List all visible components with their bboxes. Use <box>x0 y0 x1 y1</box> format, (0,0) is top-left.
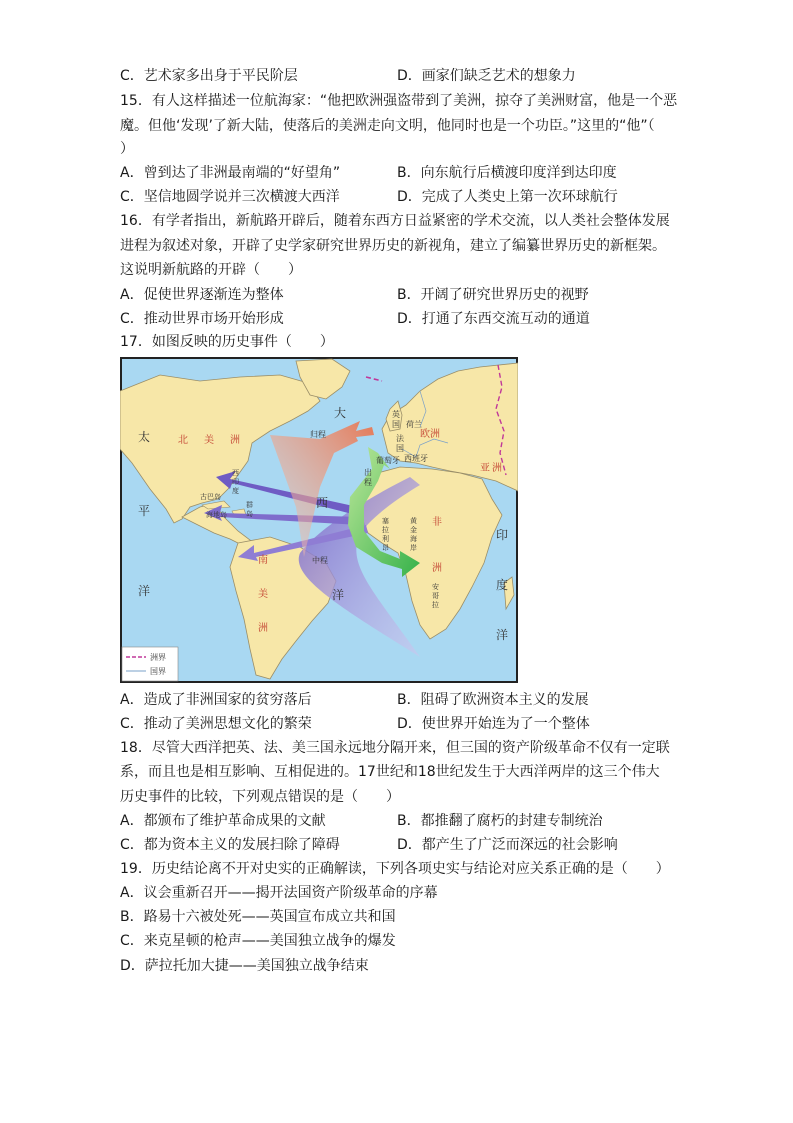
q15-option-c: C．坚信地圆学说并三次横渡大西洋 <box>120 189 340 205</box>
legend-country-border: 国界 <box>150 667 166 676</box>
q16-option-a: A．促使世界逐渐连为整体 <box>120 287 284 303</box>
west-indies-label-1: 西 <box>232 469 239 477</box>
south-america-label-2: 美 <box>258 589 268 600</box>
sierra-leone-label-4: 昂 <box>382 544 389 552</box>
islands-label-1: 群 <box>246 501 253 509</box>
q15-option-d: D．完成了人类史上第一次环球航行 <box>397 189 618 205</box>
west-indies-label-2: 印 <box>232 478 239 486</box>
q15-option-a: A．曾到达了非洲最南端的“好望角” <box>120 165 341 181</box>
q16-option-c: C．推动世界市场开始形成 <box>120 311 284 327</box>
south-america-label-3: 洲 <box>258 623 268 634</box>
islands-label-2: 岛 <box>246 510 253 518</box>
q17-option-c: C．推动了美洲思想文化的繁荣 <box>120 716 312 732</box>
indian-label-2: 度 <box>496 578 509 592</box>
outbound-route-label-1: 出 <box>364 468 372 477</box>
sierra-leone-label-2: 拉 <box>382 526 389 534</box>
q19-option-c: C．来克星顿的枪声——美国独立战争的爆发 <box>120 933 396 949</box>
q15-stem-line-1: 15．有人这样描述一位航海家：“他把欧洲强盗带到了美洲，掠夺了美洲财富，他是一个恶 <box>120 93 678 109</box>
q18-stem-line-2: 系，而且也是相互影响、互相促进的。17世纪和18世纪发生于大西洋两岸的这三个伟大 <box>120 764 660 780</box>
pacific-label-1: 太 <box>138 430 151 444</box>
haiti-label: 海地岛 <box>206 511 227 519</box>
q18-option-d: D．都产生了广泛而深远的社会影响 <box>397 837 618 853</box>
spain-label: 西班牙 <box>404 454 428 463</box>
europe-label: 欧洲 <box>420 429 440 440</box>
west-indies-label-3: 度 <box>232 487 239 495</box>
france-label-2: 国 <box>396 444 404 453</box>
france-label-1: 法 <box>396 434 404 443</box>
north-america-label-2: 美 <box>204 435 214 446</box>
asia-label-2: 洲 <box>492 463 502 474</box>
return-route-label: 归程 <box>310 430 326 439</box>
gold-coast-label-1: 黄 <box>410 517 417 525</box>
sierra-leone-label-1: 塞 <box>382 517 389 525</box>
angola-label-1: 安 <box>432 583 439 591</box>
q16-option-d: D．打通了东西交流互动的通道 <box>397 311 590 327</box>
q17-option-b: B．阻碍了欧洲资本主义的发展 <box>397 692 589 708</box>
q18-option-a: A．都颁布了维护革命成果的文献 <box>120 813 326 829</box>
middle-route-label: 中程 <box>312 556 328 565</box>
sierra-leone-label-3: 利 <box>382 535 389 543</box>
q14-option-c: C．艺术家多出身于平民阶层 <box>120 68 298 84</box>
indian-label-3: 洋 <box>496 628 509 642</box>
africa-label-2: 洲 <box>432 563 442 574</box>
atlantic-label-1: 大 <box>334 406 347 420</box>
q15-stem-line-2: 魔。但他‘发现’了新大陆，使落后的美洲走向文明，他同时也是一个功臣。”这里的“他”（ <box>120 118 655 134</box>
q18-option-b: B．都推翻了腐朽的封建专制统治 <box>397 813 603 829</box>
q18-stem-line-1: 18．尽管大西洋把英、法、美三国永远地分隔开来，但三国的资产阶级革命不仅有一定联 <box>120 740 670 756</box>
africa-label-1: 非 <box>432 517 442 528</box>
angola-label-2: 哥 <box>432 592 439 600</box>
atlantic-label-2: 西 <box>316 496 329 510</box>
q19-stem: 19．历史结论离不开对史实的正确解读，下列各项史实与结论对应关系正确的是（ ） <box>120 861 670 877</box>
atlantic-label-3: 洋 <box>332 588 345 602</box>
britain-label-2: 国 <box>392 420 400 429</box>
q16-stem-line-2: 进程为叙述对象，开辟了史学家研究世界历史的新视角，建立了编纂世界历史的新框架。 <box>120 238 666 254</box>
cuba-label: 古巴岛 <box>200 493 221 501</box>
north-america-label-1: 北 <box>178 435 188 446</box>
q19-option-d: D．萨拉托加大捷——美国独立战争结束 <box>120 958 369 974</box>
legend-continent-border: 洲界 <box>150 653 166 662</box>
triangular-trade-map <box>120 357 518 683</box>
q14-option-d: D．画家们缺乏艺术的想象力 <box>397 68 576 84</box>
indian-label-1: 印 <box>496 528 509 542</box>
q16-stem-line-1: 16．有学者指出，新航路开辟后，随着东西方日益紧密的学术交流，以人类社会整体发展 <box>120 213 670 229</box>
gold-coast-label-4: 岸 <box>410 544 417 552</box>
q18-option-c: C．都为资本主义的发展扫除了障碍 <box>120 837 340 853</box>
q16-stem-line-3: 这说明新航路的开辟（ ） <box>120 262 302 278</box>
netherlands-label: 荷兰 <box>406 420 422 429</box>
gold-coast-label-3: 海 <box>410 535 417 543</box>
q19-option-b: B．路易十六被处死——英国宣布成立共和国 <box>120 909 396 925</box>
angola-label-3: 拉 <box>432 601 439 609</box>
q17-stem: 17．如图反映的历史事件（ ） <box>120 334 334 350</box>
portugal-label: 葡萄牙 <box>376 456 400 465</box>
gold-coast-label-2: 金 <box>410 526 417 534</box>
q15-option-b: B．向东航行后横渡印度洋到达印度 <box>397 165 617 181</box>
q17-option-a: A．造成了非洲国家的贫穷落后 <box>120 692 312 708</box>
south-america-label-1: 南 <box>258 555 268 566</box>
pacific-label-3: 洋 <box>138 584 151 598</box>
q15-stem-line-3: ） <box>120 141 134 157</box>
asia-label-1: 亚 <box>480 463 490 474</box>
outbound-route-label-2: 程 <box>364 478 372 487</box>
q16-option-b: B．开阔了研究世界历史的视野 <box>397 287 589 303</box>
pacific-label-2: 平 <box>138 504 151 518</box>
q19-option-a: A．议会重新召开——揭开法国资产阶级革命的序幕 <box>120 885 438 901</box>
q17-option-d: D．使世界开始连为了一个整体 <box>397 716 590 732</box>
britain-label-1: 英 <box>392 410 400 419</box>
north-america-label-3: 洲 <box>230 435 240 446</box>
q18-stem-line-3: 历史事件的比较，下列观点错误的是（ ） <box>120 789 400 805</box>
map-legend <box>122 647 178 681</box>
